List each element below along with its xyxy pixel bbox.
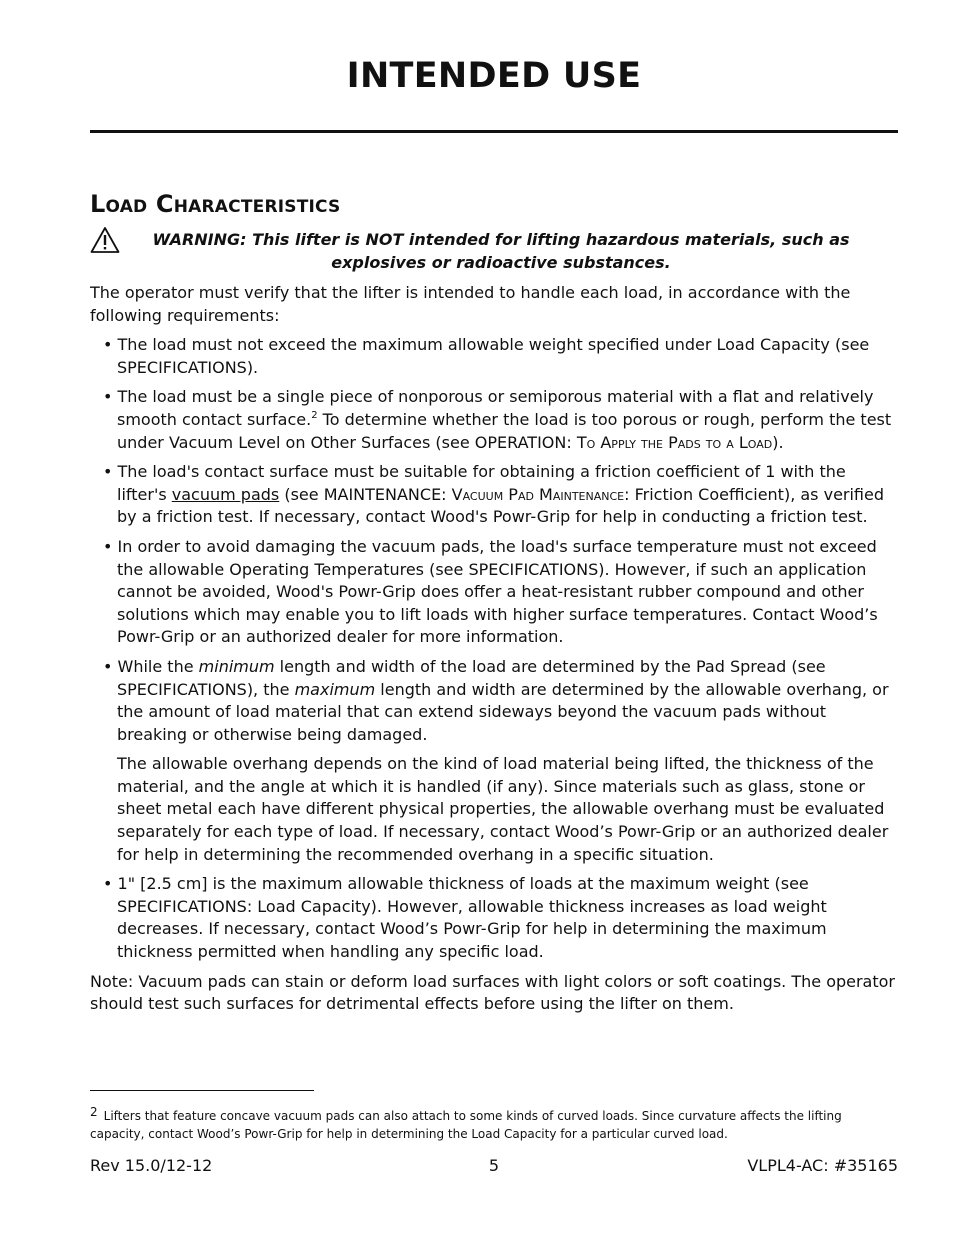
- cross-reference-pad-maintenance: Vacuum Pad Maintenance: [451, 484, 625, 504]
- cross-reference-apply-pads: To Apply the Pads to a Load: [576, 432, 773, 452]
- requirement-dimensions-text-c: length and width are determined by the allowable overhang, or the amount of load material that can extend sideways beyond the vacuum pads without breaking or otherwise being damaged.: [117, 679, 889, 744]
- note-paragraph: Note: Vacuum pads can stain or deform load surfaces with light colors or soft coatings. The operator should test such surfaces for detrimental effects before using the lifter on them.: [90, 971, 895, 1014]
- footnote-number: 2: [90, 1105, 98, 1119]
- intro-paragraph: The operator must verify that the lifter is intended to handle each load, in accordance with the following requirements:: [90, 283, 851, 325]
- warning-notice: [90, 228, 898, 274]
- requirement-friction-text-a: • The load's contact surface must be suitable for obtaining a friction coefficient of 1 with the lifter's: [103, 462, 846, 504]
- section-load-characteristics: [90, 186, 898, 1023]
- requirement-surface: [90, 386, 898, 454]
- footnote: [90, 1103, 898, 1143]
- requirement-friction: [90, 461, 898, 529]
- footer-document-id: VLPL4-AC: #35165: [747, 1156, 898, 1175]
- title-divider: [90, 130, 898, 133]
- requirement-surface-text-c: ).: [772, 432, 784, 452]
- requirement-dimensions: [90, 656, 898, 746]
- footer-page-number: 5: [488, 1156, 500, 1175]
- emphasis-minimum: minimum: [198, 656, 275, 676]
- page-footer: [90, 1156, 898, 1180]
- requirement-surface-text-a: • The load must be a single piece of nonporous or semiporous material with a flat and relatively smooth contact surface.: [103, 387, 874, 429]
- footnote-divider: [90, 1090, 314, 1091]
- requirement-dimensions-text-a: • While the: [103, 656, 199, 676]
- overhang-paragraph: The allowable overhang depends on the kind of load material being lifted, the thickness of the material, and the angle at which it is handled (if any). Since materials such as glass, stone or sheet metal each have different physical properties, the allowable overhang must be evaluated separately for each type of load. If necessary, contact Wood’s Powr-Grip or an authorized dealer for help in determining the recommended overhang in a specific situation.: [117, 754, 889, 864]
- requirement-thickness: • 1" [2.5 cm] is the maximum allowable thickness of loads at the maximum weight (see SPECIFICATIONS: Load Capacity). However, allowable thickness increases as load weight decreases. If necessary, contact Wood’s Powr-Grip for help in determining the maximum thickness permitted when handling any specific load.: [103, 874, 827, 962]
- warning-triangle-icon: [90, 226, 120, 254]
- vacuum-pads-link[interactable]: vacuum pads: [171, 484, 280, 504]
- section-heading: Load Characteristics: [90, 190, 341, 218]
- requirement-surface-text-b: To determine whether the load is too porous or rough, perform the test under Vacuum Level on Other Surfaces (see OPERATION:: [117, 409, 892, 452]
- requirement-weight: • The load must not exceed the maximum allowable weight specified under Load Capacity (see SPECIFICATIONS).: [103, 335, 870, 377]
- page-title: INTENDED USE: [346, 56, 642, 96]
- warning-text: WARNING: This lifter is NOT intended for lifting hazardous materials, such as explosives or radioactive substances.: [152, 230, 850, 272]
- requirement-temperature: • In order to avoid damaging the vacuum pads, the load's surface temperature must not exceed the allowable Operating Temperatures (see SPECIFICATIONS). However, if such an application cannot be avoided, Wood's Powr-Grip does offer a heat-resistant rubber compound and other solutions which may enable you to lift loads with higher surface temperatures. Contact Wood’s Powr-Grip or an authorized dealer for more information.: [103, 536, 878, 647]
- footnote-reference[interactable]: 2: [311, 409, 318, 421]
- emphasis-maximum: maximum: [294, 679, 376, 699]
- requirement-friction-text-b: (see MAINTENANCE:: [279, 484, 452, 504]
- requirement-friction-text-c: : Friction Coefficient), as verified by a friction test. If necessary, contact Wood's Powr-Grip for help in conducting a friction test.: [117, 484, 885, 527]
- footer-revision: Rev 15.0/12-12: [90, 1156, 213, 1175]
- requirement-dimensions-text-b: length and width of the load are determined by the Pad Spread (see SPECIFICATIONS), the: [117, 656, 826, 699]
- footnote-text: Lifters that feature concave vacuum pads can also attach to some kinds of curved loads. Since curvature affects the lifting capacity, contact Wood’s Powr-Grip for help in determining the Load Capacity for a particular curved load.: [90, 1109, 842, 1141]
